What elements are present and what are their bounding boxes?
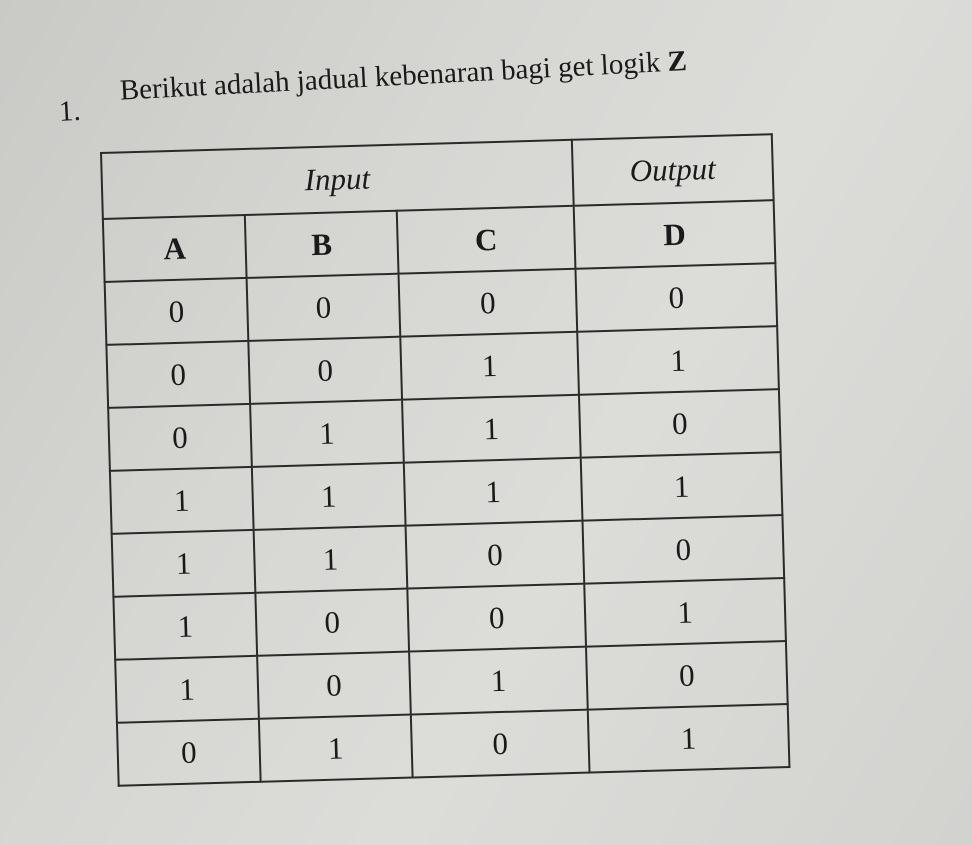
- cell-d: 0: [575, 263, 777, 332]
- cell-b: 1: [252, 463, 406, 530]
- cell-c: 0: [406, 521, 585, 589]
- question-text: [119, 45, 688, 108]
- cell-a: 0: [108, 404, 252, 471]
- column-header-b: B: [245, 211, 399, 278]
- cell-a: 1: [115, 656, 259, 723]
- cell-c: 1: [409, 647, 588, 715]
- input-group-header: Input: [101, 140, 574, 219]
- cell-a: 0: [117, 719, 261, 786]
- cell-b: 1: [259, 715, 413, 782]
- cell-a: 1: [110, 467, 254, 534]
- cell-b: 1: [250, 400, 404, 467]
- cell-c: 0: [411, 710, 590, 778]
- cell-b: 0: [247, 274, 401, 341]
- cell-d: 0: [582, 515, 784, 584]
- question-block: [55, 0, 814, 128]
- cell-c: 1: [400, 332, 579, 400]
- cell-a: 0: [105, 278, 249, 345]
- truth-table-container: [100, 133, 790, 787]
- cell-d: 0: [586, 641, 788, 710]
- cell-c: 1: [402, 395, 581, 463]
- cell-d: 1: [588, 704, 790, 773]
- column-header-c: C: [397, 206, 576, 274]
- question-prompt: Berikut adalah jadual kebenaran bagi get logik: [119, 46, 662, 107]
- cell-c: 1: [404, 458, 583, 526]
- cell-b: 0: [257, 652, 411, 719]
- column-header-d: D: [574, 200, 776, 269]
- cell-c: 0: [407, 584, 586, 652]
- column-header-a: A: [103, 215, 247, 282]
- cell-a: 1: [112, 530, 256, 597]
- gate-variable: Z: [666, 44, 688, 78]
- output-group-header: Output: [572, 134, 774, 206]
- cell-d: 1: [584, 578, 786, 647]
- cell-d: 0: [579, 389, 781, 458]
- cell-d: 1: [581, 452, 783, 521]
- cell-b: 0: [248, 337, 402, 404]
- cell-b: 1: [254, 526, 408, 593]
- truth-table: [100, 133, 790, 787]
- cell-b: 0: [255, 589, 409, 656]
- cell-a: 0: [106, 341, 250, 408]
- cell-d: 1: [577, 326, 779, 395]
- cell-a: 1: [113, 593, 257, 660]
- question-number: 1.: [58, 94, 82, 128]
- cell-c: 0: [399, 269, 578, 337]
